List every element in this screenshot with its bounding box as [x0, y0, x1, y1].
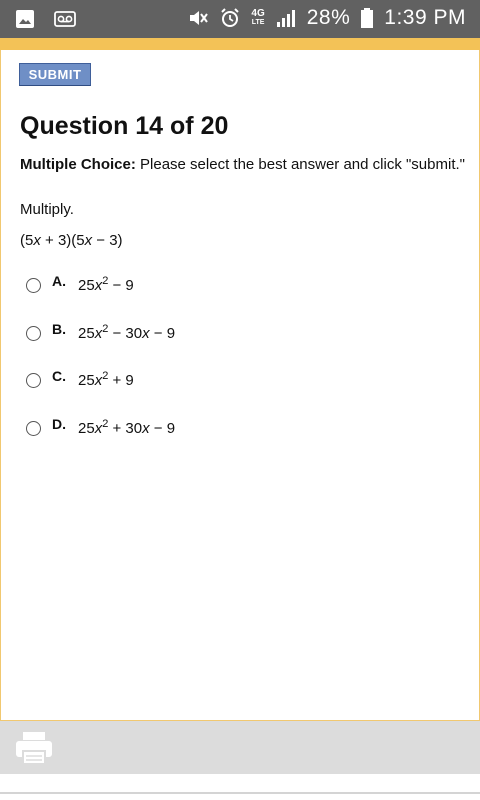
image-icon [14, 8, 36, 30]
question-type-label: Multiple Choice: [20, 156, 136, 173]
print-icon[interactable] [14, 730, 54, 766]
question-expression: (5x + 3)(5x − 3) [20, 232, 123, 249]
alarm-icon [219, 7, 241, 29]
option-b[interactable] [26, 321, 176, 345]
option-d[interactable] [26, 416, 176, 440]
radio-button[interactable] [26, 373, 41, 388]
option-letter: C. [52, 368, 66, 384]
network-type: 4G [251, 8, 265, 19]
question-prompt: Multiply. [20, 201, 74, 218]
bottom-divider [0, 792, 480, 794]
option-text: $25x^2 - 9$ [78, 275, 134, 294]
battery-icon [360, 7, 374, 29]
radio-button[interactable] [26, 421, 41, 436]
radio-button[interactable] [26, 326, 41, 341]
status-bar [0, 0, 480, 38]
battery-percent: 28% [306, 6, 351, 29]
option-text: $25x^2 + 30x - 9$ [78, 418, 176, 437]
submit-button[interactable]: SUBMIT [19, 63, 91, 86]
option-c[interactable] [26, 368, 134, 392]
option-letter: A. [52, 273, 66, 289]
radio-button[interactable] [26, 278, 41, 293]
accent-band [0, 38, 480, 50]
voicemail-icon [54, 8, 76, 30]
clock: 1:39 PM [384, 6, 466, 29]
footer-toolbar [0, 721, 480, 774]
option-letter: D. [52, 416, 66, 432]
signal-icon [275, 7, 297, 29]
instructions-text: Please select the best answer and click "submit." [140, 156, 465, 173]
instructions [20, 156, 465, 173]
option-text: $25x^2 - 30x - 9$ [78, 323, 176, 342]
option-text: $25x^2 + 9$ [78, 370, 134, 389]
network-indicator [251, 9, 264, 27]
question-title: Question 14 of 20 [20, 112, 229, 140]
content-frame [0, 50, 480, 721]
mute-icon [187, 7, 209, 29]
network-subtype: LTE [251, 19, 265, 26]
option-a[interactable] [26, 273, 134, 297]
option-letter: B. [52, 321, 66, 337]
